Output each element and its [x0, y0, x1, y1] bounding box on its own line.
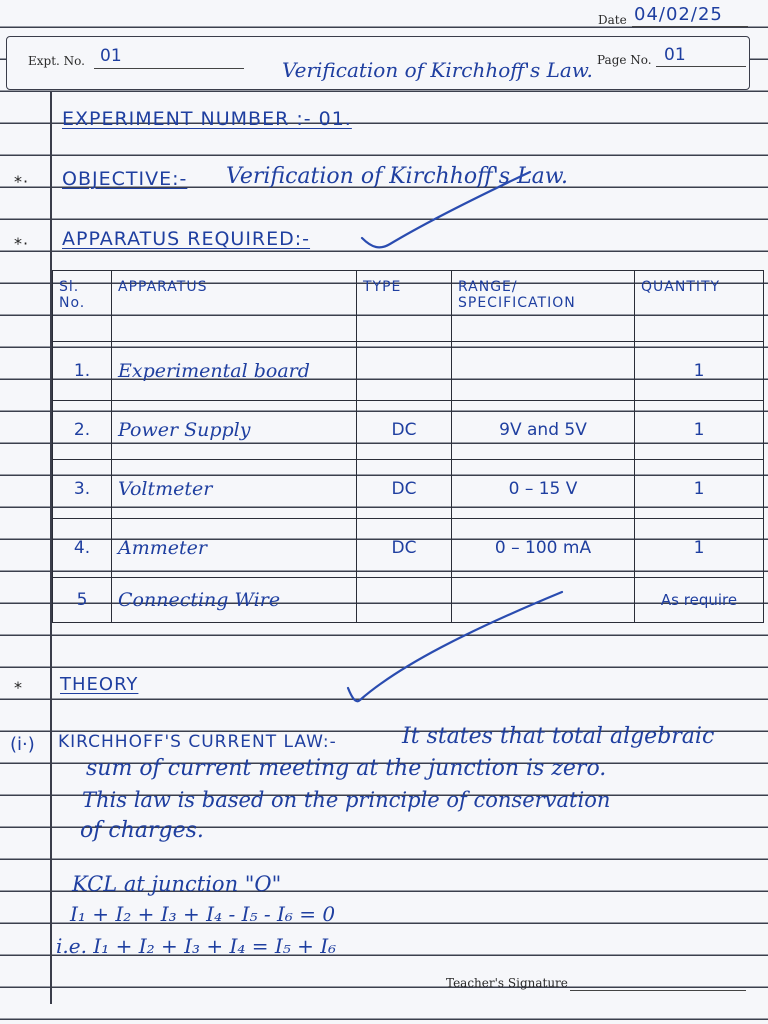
cell-apparatus: Power Supply — [112, 401, 357, 460]
expt-label: Expt. No. — [28, 54, 85, 68]
signature-line — [570, 990, 746, 991]
kcl-line3: This law is based on the principle of conservation — [82, 788, 611, 812]
header-range: RANGE/ SPECIFICATION — [452, 271, 635, 342]
cell-quantity: 1 — [635, 342, 764, 401]
tick-mark-upper — [362, 172, 530, 247]
experiment-heading: EXPERIMENT NUMBER :- 01. — [62, 108, 352, 130]
equation-2: i.e. I₁ + I₂ + I₃ + I₄ = I₅ + I₆ — [56, 934, 337, 958]
page-label: Page No. — [597, 53, 652, 67]
objective-label: OBJECTIVE:- — [62, 168, 188, 190]
cell-quantity: As require — [635, 578, 764, 623]
kcl-label: KIRCHHOFF'S CURRENT LAW:- — [58, 732, 337, 752]
cell-range: 9V and 5V — [452, 401, 635, 460]
theory-bullet: * — [14, 678, 23, 697]
cell-quantity: 1 — [635, 401, 764, 460]
cell-type: DC — [357, 519, 452, 578]
objective-text: Verification of Kirchhoff's Law. — [226, 164, 568, 189]
cell-apparatus: Voltmeter — [112, 460, 357, 519]
cell-sl: 2. — [53, 401, 112, 460]
signature-label: Teacher's Signature — [446, 976, 568, 990]
kcl-junction: KCL at junction "O" — [72, 872, 282, 896]
cell-quantity: 1 — [635, 460, 764, 519]
cell-sl: 5 — [53, 578, 112, 623]
page-title: Verification of Kirchhoff's Law. — [282, 58, 593, 82]
header-sl: Sl. No. — [53, 271, 112, 342]
cell-type: DC — [357, 460, 452, 519]
cell-quantity: 1 — [635, 519, 764, 578]
kcl-line4: of charges. — [80, 818, 204, 843]
date-value: 04/02/25 — [634, 4, 723, 25]
cell-apparatus: Experimental board — [112, 342, 357, 401]
tick-mark-lower — [348, 592, 562, 701]
header-quantity: QUANTITY — [635, 271, 764, 342]
objective-bullet: *· — [14, 172, 30, 191]
header-apparatus: APPARATUS — [112, 271, 357, 342]
page-value: 01 — [664, 45, 686, 65]
cell-apparatus: Ammeter — [112, 519, 357, 578]
cell-type: DC — [357, 401, 452, 460]
equation-1: I₁ + I₂ + I₃ + I₄ - I₅ - I₆ = 0 — [70, 902, 336, 926]
cell-sl: 1. — [53, 342, 112, 401]
header-type: TYPE — [357, 271, 452, 342]
date-label: Date — [598, 13, 627, 27]
cell-range: 0 – 100 mA — [452, 519, 635, 578]
apparatus-heading: APPARATUS REQUIRED:- — [62, 228, 311, 250]
expt-value: 01 — [100, 46, 122, 66]
theory-heading: THEORY — [60, 674, 139, 695]
kcl-index: (i·) — [10, 734, 35, 755]
cell-apparatus: Connecting Wire — [112, 578, 357, 623]
cell-sl: 4. — [53, 519, 112, 578]
apparatus-bullet: *· — [14, 234, 30, 253]
kcl-line2: sum of current meeting at the junction is zero. — [86, 756, 607, 781]
kcl-line1: It states that total algebraic — [402, 724, 715, 749]
cell-range: 0 – 15 V — [452, 460, 635, 519]
cell-sl: 3. — [53, 460, 112, 519]
